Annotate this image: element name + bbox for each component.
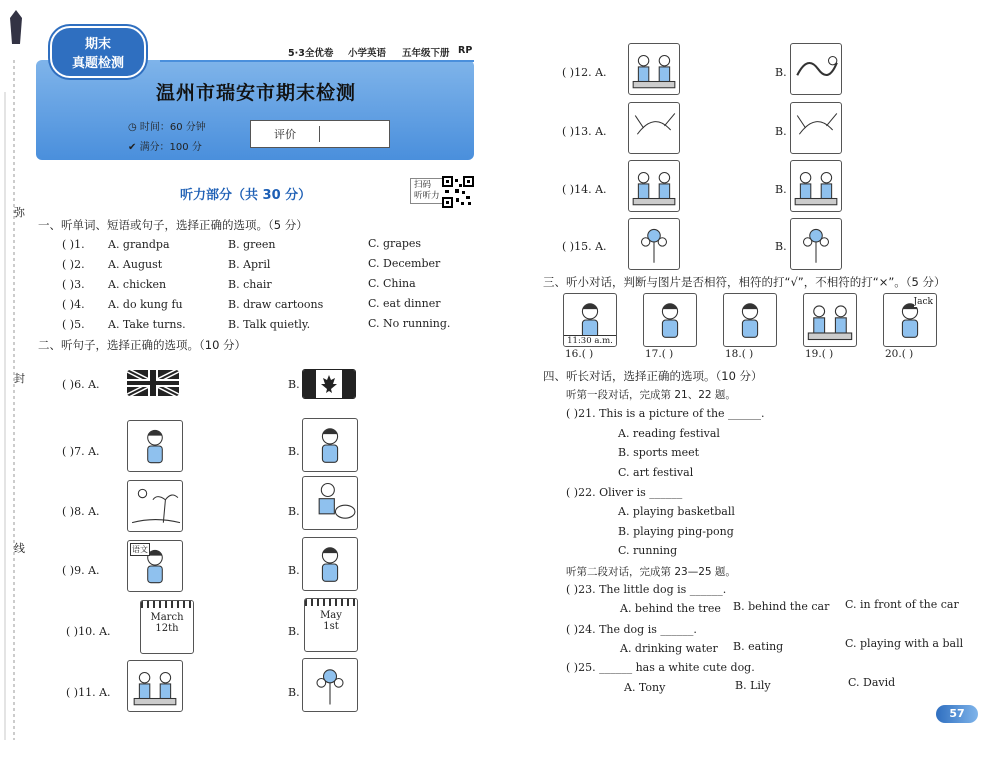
q7-option-a-picture[interactable] (127, 420, 183, 472)
part4-title: 四、听长对话，选择正确的选项。（10 分） (543, 369, 763, 383)
q14-option-b-label: B. (775, 183, 787, 196)
q2-option-c: C. December (368, 257, 441, 270)
q21-stem: ( )21. This is a picture of the ______. (566, 407, 765, 420)
q5-label: ( )5. (62, 318, 85, 331)
q18-picture[interactable] (723, 293, 777, 347)
q25-stem: ( )25. ______ has a white cute dog. (566, 661, 755, 674)
q20-label: 20.( ) (885, 348, 914, 360)
q14-option-b-picture[interactable] (790, 160, 842, 212)
q6-option-b-canada-flag[interactable] (302, 369, 356, 399)
q23-option-c: C. in front of the car (845, 598, 959, 611)
q8-option-a-picture[interactable] (127, 480, 183, 532)
q1-option-b: B. green (228, 238, 276, 251)
q12-option-b-picture[interactable] (790, 43, 842, 95)
exam-badge (50, 26, 146, 78)
q1-option-a: A. grandpa (108, 238, 170, 251)
calendar-rings-icon (141, 601, 193, 608)
q12-option-b-label: B. (775, 66, 787, 79)
q19-label: 19.( ) (805, 348, 834, 360)
header-meta-bar (160, 42, 474, 62)
q12-option-b-picture-sketch-icon (791, 44, 841, 94)
q13-option-b-picture-sketch-icon (791, 103, 841, 153)
q18-picture-sketch-icon (724, 294, 776, 346)
badge-line-2: 真题检测 (71, 56, 124, 71)
q2-label: ( )2. (62, 258, 85, 271)
page-number: 57 (949, 707, 965, 720)
q11-option-a-picture[interactable] (127, 660, 183, 712)
q9-option-a-picture[interactable] (127, 540, 183, 592)
q21-option-b: B. sports meet (618, 446, 700, 459)
part1-title: 一、听单词、短语或句子，选择正确的选项。（5 分） (38, 218, 308, 232)
q10-option-a-calendar[interactable] (140, 600, 194, 654)
q23-option-a: A. behind the tree (620, 602, 721, 615)
q18-label: 18.( ) (725, 348, 754, 360)
part2-title: 二、听句子，选择正确的选项。（10 分） (38, 338, 247, 352)
clock-icon: ◷ (128, 122, 140, 133)
q13-option-a-picture-sketch-icon (629, 103, 679, 153)
q8-option-b-picture-sketch-icon (303, 477, 357, 529)
q15-option-b-label: B. (775, 240, 787, 253)
q10-cal-a-day: 12th (155, 623, 179, 634)
q7-label: ( )7. A. (62, 445, 100, 458)
q4-label: ( )4. (62, 298, 85, 311)
series-name: 5·3全优卷 (288, 48, 334, 59)
q14-label: ( )14. A. (562, 183, 607, 196)
time-label: 时间：60 分钟 (139, 122, 206, 133)
q8-option-b-picture[interactable] (302, 476, 358, 530)
q3-label: ( )3. (62, 278, 85, 291)
calendar-rings-icon (305, 599, 357, 606)
q11-option-b-picture[interactable] (302, 658, 358, 712)
q17-label: 17.( ) (645, 348, 674, 360)
q12-label: ( )12. A. (562, 66, 607, 79)
q13-option-b-picture[interactable] (790, 102, 842, 154)
q5-option-b: B. Talk quietly. (228, 318, 311, 331)
qr-code-graphic (442, 176, 474, 208)
q23-option-b: B. behind the car (733, 600, 830, 613)
part4-intro-1: 听第一段对话，完成第 21、22 题。 (566, 389, 736, 401)
q12-option-a-picture-sketch-icon (629, 44, 679, 94)
q10-cal-a-month: March (150, 612, 184, 623)
qr-caption-2: 听听力 (414, 191, 440, 201)
check-icon: ✔ (128, 142, 140, 153)
q7-option-b-picture[interactable] (302, 418, 358, 472)
badge-line-1: 期末 (84, 37, 111, 52)
q10-option-b-label: B. (288, 625, 300, 638)
q3-option-c: C. China (368, 277, 416, 290)
q15-option-a-picture-sketch-icon (629, 219, 679, 269)
q9-option-b-label: B. (288, 564, 300, 577)
score-info (128, 138, 202, 153)
subject-name: 小学英语 (348, 48, 387, 59)
q14-option-b-picture-sketch-icon (791, 161, 841, 211)
q21-option-a: A. reading festival (618, 427, 720, 440)
q4-option-b: B. draw cartoons (228, 298, 324, 311)
q9-option-b-picture[interactable] (302, 537, 358, 591)
q10-label: ( )10. A. (66, 625, 111, 638)
q11-option-a-picture-sketch-icon (128, 661, 182, 711)
q25-option-a: A. Tony (624, 681, 666, 694)
q24-option-a: A. drinking water (620, 642, 718, 655)
evaluation-box (250, 120, 390, 148)
q20-caption: Jack (913, 297, 933, 307)
q7-option-a-picture-sketch-icon (128, 421, 182, 471)
q8-label: ( )8. A. (62, 505, 100, 518)
binding-char-1: 弥 (14, 206, 25, 219)
q23-stem: ( )23. The little dog is ______. (566, 583, 727, 596)
qr-caption-1: 扫码 (414, 180, 432, 190)
time-info (128, 118, 206, 133)
q20-picture[interactable] (883, 293, 937, 347)
listening-title: 听力部分（共 30 分） (180, 188, 312, 203)
q6-label: ( )6. A. (62, 378, 100, 391)
q11-label: ( )11. A. (66, 686, 111, 699)
q13-option-b-label: B. (775, 125, 787, 138)
q3-option-a: A. chicken (108, 278, 167, 291)
q24-option-b: B. eating (733, 640, 784, 653)
q9-option-b-picture-sketch-icon (303, 538, 357, 590)
q24-stem: ( )24. The dog is ______. (566, 623, 697, 636)
q13-label: ( )13. A. (562, 125, 607, 138)
q11-option-b-picture-sketch-icon (303, 659, 357, 711)
q2-option-a: A. August (108, 258, 163, 271)
q17-picture[interactable] (643, 293, 697, 347)
q15-label: ( )15. A. (562, 240, 607, 253)
q9-label: ( )9. A. (62, 564, 100, 577)
q1-label: ( )1. (62, 238, 85, 251)
q10-cal-b-day: 1st (323, 621, 339, 632)
q15-option-b-picture[interactable] (790, 218, 842, 270)
q21-option-c: C. art festival (618, 466, 694, 479)
q11-option-b-label: B. (288, 686, 300, 699)
q16-picture[interactable] (563, 293, 617, 347)
edition-name: RP (458, 45, 473, 56)
q22-option-c: C. running (618, 544, 678, 557)
q15-option-b-picture-sketch-icon (791, 219, 841, 269)
qr-caption (410, 178, 444, 204)
q14-option-a-picture-sketch-icon (629, 161, 679, 211)
q16-label: 16.( ) (565, 348, 594, 360)
q2-option-b: B. April (228, 258, 271, 271)
page-number-badge (936, 705, 978, 723)
q9-sign-label: 语文 (132, 545, 148, 554)
qr-code[interactable] (442, 176, 474, 208)
part4-intro-2: 听第二段对话，完成第 23—25 题。 (566, 566, 736, 578)
uk-flag-icon (127, 370, 179, 396)
q13-option-a-picture[interactable] (628, 102, 680, 154)
q17-picture-sketch-icon (644, 294, 696, 346)
q22-option-a: A. playing basketball (618, 505, 735, 518)
q19-picture[interactable] (803, 293, 857, 347)
part3-title: 三、听小对话，判断与图片是否相符，相符的打“√”，不相符的打“×”。（5 分） (543, 275, 946, 289)
evaluation-label: 评价 (251, 126, 320, 142)
q15-option-a-picture[interactable] (628, 218, 680, 270)
q25-option-c: C. David (848, 676, 896, 689)
q1-option-c: C. grapes (368, 237, 422, 250)
score-label: 满分：100 分 (139, 142, 202, 153)
q25-option-b: B. Lily (735, 679, 771, 692)
q6-option-b-label: B. (288, 378, 300, 391)
q6-option-a-uk-flag[interactable] (127, 370, 179, 396)
q22-option-b: B. playing ping-pong (618, 525, 734, 538)
q4-option-c: C. eat dinner (368, 297, 441, 310)
q24-option-c: C. playing with a ball (845, 637, 964, 650)
q19-picture-sketch-icon (804, 294, 856, 346)
q10-option-b-calendar[interactable] (304, 598, 358, 652)
q16-caption: 11:30 a.m. (564, 335, 616, 346)
q5-option-c: C. No running. (368, 317, 451, 330)
binding-char-3: 线 (14, 542, 25, 555)
q14-option-a-picture[interactable] (628, 160, 680, 212)
q8-option-b-label: B. (288, 505, 300, 518)
exam-title: 温州市瑞安市期末检测 (156, 82, 357, 104)
canada-flag-icon (303, 370, 355, 398)
binding-char-2: 封 (14, 372, 25, 385)
q3-option-b: B. chair (228, 278, 272, 291)
q7-option-b-picture-sketch-icon (303, 419, 357, 471)
q12-option-a-picture[interactable] (628, 43, 680, 95)
q8-option-a-picture-sketch-icon (128, 481, 182, 531)
q5-option-a: A. Take turns. (108, 318, 186, 331)
grade-name: 五年级下册 (402, 48, 450, 59)
q4-option-a: A. do kung fu (108, 298, 183, 311)
q22-stem: ( )22. Oliver is ______ (566, 486, 683, 499)
q7-option-b-label: B. (288, 445, 300, 458)
q10-cal-b-month: May (320, 610, 342, 621)
